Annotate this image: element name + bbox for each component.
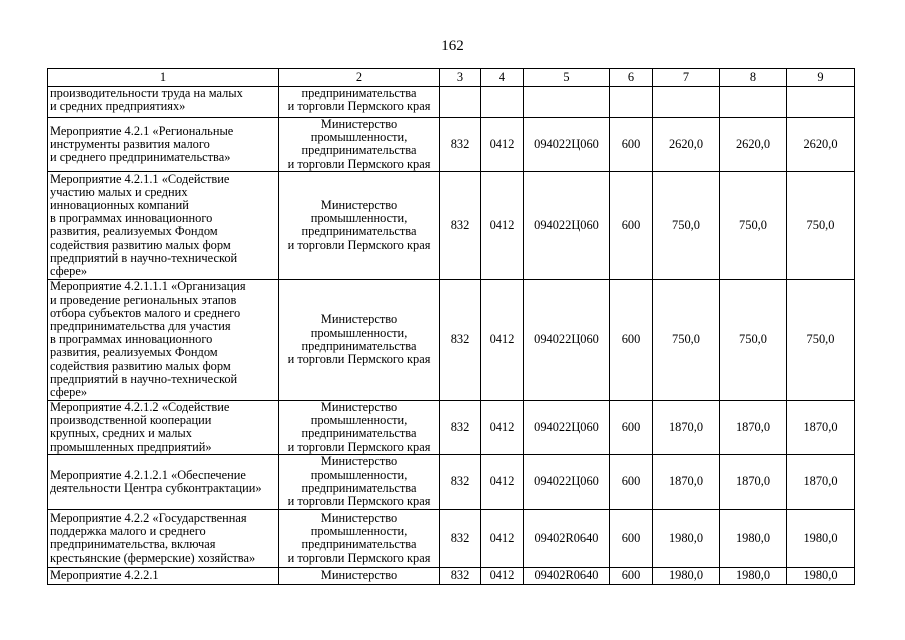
- measure-name-line: Мероприятие 4.2.2.1: [50, 568, 159, 583]
- measure-name-line: предприятий в научно-технической: [50, 250, 238, 265]
- table-row: [48, 454, 855, 509]
- section-code-cell: 0412: [481, 509, 524, 567]
- measure-name-line: Мероприятие 4.2.1 «Региональные: [50, 123, 234, 138]
- executor-line: и торговли Пермского края: [287, 439, 431, 454]
- amount-year1-cell: 2620,0: [653, 118, 720, 172]
- measure-name-cell: [48, 509, 279, 567]
- amount-year3-cell: [787, 87, 855, 118]
- measure-name-line: предпринимательства для участия: [50, 319, 231, 333]
- executor-line: промышленности,: [310, 130, 408, 145]
- measure-name-line: развития, реализуемых Фондом: [50, 224, 218, 239]
- header-cell: 8: [720, 69, 787, 87]
- expense-type-cell: 600: [610, 567, 653, 584]
- measure-name-line: Мероприятие 4.2.2 «Государственная: [50, 510, 247, 525]
- measure-name-cell: [48, 400, 279, 454]
- amount-year1-cell: [653, 87, 720, 118]
- header-cell: 4: [481, 69, 524, 87]
- measure-name-line: отбора субъектов малого и среднего: [50, 305, 241, 320]
- measure-name-line: производительности труда на малых: [50, 86, 243, 100]
- executor-cell: [279, 279, 440, 400]
- executor-line: Министерство: [320, 400, 398, 414]
- executor-line: Министерство: [320, 510, 398, 525]
- measure-name-line: в программах инновационного: [50, 211, 213, 226]
- amount-year1-cell: 750,0: [653, 279, 720, 400]
- admin-code-cell: 832: [440, 400, 481, 454]
- expense-type-cell: [610, 87, 653, 118]
- amount-year2-cell: [720, 87, 787, 118]
- amount-year3-cell: 750,0: [787, 171, 855, 279]
- executor-line: предпринимательства: [301, 338, 417, 353]
- measure-name-line: и проведение региональных этапов: [50, 292, 237, 307]
- measure-name-line: производственной кооперации: [50, 413, 212, 428]
- expense-type-cell: 600: [610, 454, 653, 509]
- admin-code-cell: 832: [440, 454, 481, 509]
- header-cell: 1: [48, 69, 279, 87]
- measure-name-line: содействия развитию малых форм: [50, 358, 231, 373]
- measure-name-line: участию малых и средних: [50, 184, 188, 199]
- measure-name-line: Мероприятие 4.2.1.2.1 «Обеспечение: [50, 467, 246, 482]
- measure-name-line: поддержка малого и среднего: [50, 524, 206, 539]
- executor-line: предпринимательства: [301, 426, 417, 441]
- measure-name-line: и средних предприятиях»: [50, 99, 186, 114]
- measure-name-line: инновационных компаний: [50, 197, 189, 212]
- table-body: [48, 87, 855, 585]
- table-row: [48, 118, 855, 172]
- measure-name-line: Мероприятие 4.2.1.2 «Содействие: [50, 400, 230, 414]
- executor-line: Министерство: [320, 454, 398, 469]
- amount-year1-cell: 1870,0: [653, 400, 720, 454]
- header-cell: 6: [610, 69, 653, 87]
- admin-code-cell: 832: [440, 279, 481, 400]
- executor-cell: [279, 454, 440, 509]
- header-row: [48, 69, 855, 87]
- executor-line: Министерство: [320, 312, 398, 327]
- amount-year2-cell: 1980,0: [720, 567, 787, 584]
- executor-line: промышленности,: [310, 524, 408, 539]
- measure-name-cell: [48, 118, 279, 172]
- amount-year2-cell: 1870,0: [720, 400, 787, 454]
- table-row: [48, 279, 855, 400]
- executor-line: и торговли Пермского края: [287, 99, 431, 114]
- section-code-cell: 0412: [481, 400, 524, 454]
- measure-name-line: деятельности Центра субконтрактации»: [50, 480, 262, 495]
- expense-type-cell: 600: [610, 171, 653, 279]
- target-article-cell: 094022Ц060: [524, 118, 610, 172]
- target-article-cell: 09402R0640: [524, 567, 610, 584]
- target-article-cell: 094022Ц060: [524, 171, 610, 279]
- measure-name-line: Мероприятие 4.2.1.1 «Содействие: [50, 171, 230, 186]
- table-row: [48, 87, 855, 118]
- measure-name-cell: [48, 279, 279, 400]
- executor-cell: [279, 400, 440, 454]
- table-row: [48, 400, 855, 454]
- measure-name-cell: [48, 87, 279, 118]
- amount-year3-cell: 2620,0: [787, 118, 855, 172]
- measure-name-line: промышленных предприятий»: [50, 439, 212, 454]
- executor-line: предпринимательства: [301, 143, 417, 158]
- expense-type-cell: 600: [610, 400, 653, 454]
- header-cell: 3: [440, 69, 481, 87]
- executor-line: и торговли Пермского края: [287, 352, 431, 367]
- admin-code-cell: 832: [440, 509, 481, 567]
- measure-name-line: в программах инновационного: [50, 332, 213, 347]
- budget-table: [47, 68, 855, 585]
- table-row: [48, 171, 855, 279]
- amount-year2-cell: 750,0: [720, 279, 787, 400]
- section-code-cell: 0412: [481, 171, 524, 279]
- amount-year1-cell: 1870,0: [653, 454, 720, 509]
- executor-line: промышленности,: [310, 211, 408, 226]
- executor-line: Министерство: [320, 117, 398, 131]
- header-cell: 9: [787, 69, 855, 87]
- admin-code-cell: 832: [440, 118, 481, 172]
- executor-line: Министерство: [320, 568, 398, 583]
- measure-name-line: крупных, средних и малых: [50, 426, 192, 441]
- section-code-cell: 0412: [481, 279, 524, 400]
- executor-cell: [279, 118, 440, 172]
- admin-code-cell: 832: [440, 567, 481, 584]
- expense-type-cell: 600: [610, 509, 653, 567]
- expense-type-cell: 600: [610, 279, 653, 400]
- executor-line: Министерство: [320, 197, 398, 212]
- executor-cell: [279, 171, 440, 279]
- header-cell: 7: [653, 69, 720, 87]
- executor-line: предпринимательства: [301, 537, 417, 552]
- measure-name-cell: [48, 454, 279, 509]
- amount-year3-cell: 1980,0: [787, 567, 855, 584]
- expense-type-cell: 600: [610, 118, 653, 172]
- amount-year3-cell: 1870,0: [787, 454, 855, 509]
- executor-line: предпринимательства: [301, 224, 417, 239]
- executor-line: и торговли Пермского края: [287, 156, 431, 171]
- section-code-cell: 0412: [481, 454, 524, 509]
- executor-cell: [279, 87, 440, 118]
- measure-name-cell: [48, 171, 279, 279]
- table-row: [48, 509, 855, 567]
- measure-name-line: и среднего предпринимательства»: [50, 150, 231, 164]
- amount-year1-cell: 750,0: [653, 171, 720, 279]
- section-code-cell: 0412: [481, 567, 524, 584]
- measure-name-line: предприятий в научно-технической: [50, 371, 238, 386]
- amount-year2-cell: 750,0: [720, 171, 787, 279]
- measure-name-line: сфере»: [50, 263, 88, 278]
- amount-year3-cell: 1870,0: [787, 400, 855, 454]
- target-article-cell: 094022Ц060: [524, 400, 610, 454]
- section-code-cell: 0412: [481, 118, 524, 172]
- amount-year3-cell: 1980,0: [787, 509, 855, 567]
- target-article-cell: 094022Ц060: [524, 279, 610, 400]
- executor-line: и торговли Пермского края: [287, 237, 431, 252]
- amount-year2-cell: 1870,0: [720, 454, 787, 509]
- admin-code-cell: 832: [440, 171, 481, 279]
- executor-line: предпринимательства: [301, 480, 417, 495]
- executor-line: промышленности,: [310, 413, 408, 428]
- measure-name-line: крестьянские (фермерские) хозяйства»: [50, 550, 256, 565]
- measure-name-line: Мероприятие 4.2.1.1.1 «Организация: [50, 279, 246, 294]
- amount-year1-cell: 1980,0: [653, 509, 720, 567]
- amount-year2-cell: 1980,0: [720, 509, 787, 567]
- executor-line: предпринимательства: [301, 86, 417, 100]
- target-article-cell: 09402R0640: [524, 509, 610, 567]
- measure-name-line: содействия развитию малых форм: [50, 237, 231, 252]
- measure-name-line: предпринимательства, включая: [50, 537, 216, 552]
- amount-year2-cell: 2620,0: [720, 118, 787, 172]
- table-row: [48, 567, 855, 584]
- amount-year3-cell: 750,0: [787, 279, 855, 400]
- page-number: 162: [441, 38, 464, 54]
- executor-line: промышленности,: [310, 467, 408, 482]
- executor-line: и торговли Пермского края: [287, 550, 431, 565]
- target-article-cell: 094022Ц060: [524, 454, 610, 509]
- executor-cell: [279, 567, 440, 584]
- header-cell: 2: [279, 69, 440, 87]
- measure-name-line: инструменты развития малого: [50, 136, 210, 151]
- executor-line: и торговли Пермского края: [287, 494, 431, 509]
- admin-code-cell: [440, 87, 481, 118]
- executor-line: промышленности,: [310, 325, 408, 340]
- header-cell: 5: [524, 69, 610, 87]
- measure-name-line: развития, реализуемых Фондом: [50, 345, 218, 360]
- executor-cell: [279, 509, 440, 567]
- amount-year1-cell: 1980,0: [653, 567, 720, 584]
- measure-name-line: сфере»: [50, 385, 88, 400]
- section-code-cell: [481, 87, 524, 118]
- measure-name-cell: [48, 567, 279, 584]
- target-article-cell: [524, 87, 610, 118]
